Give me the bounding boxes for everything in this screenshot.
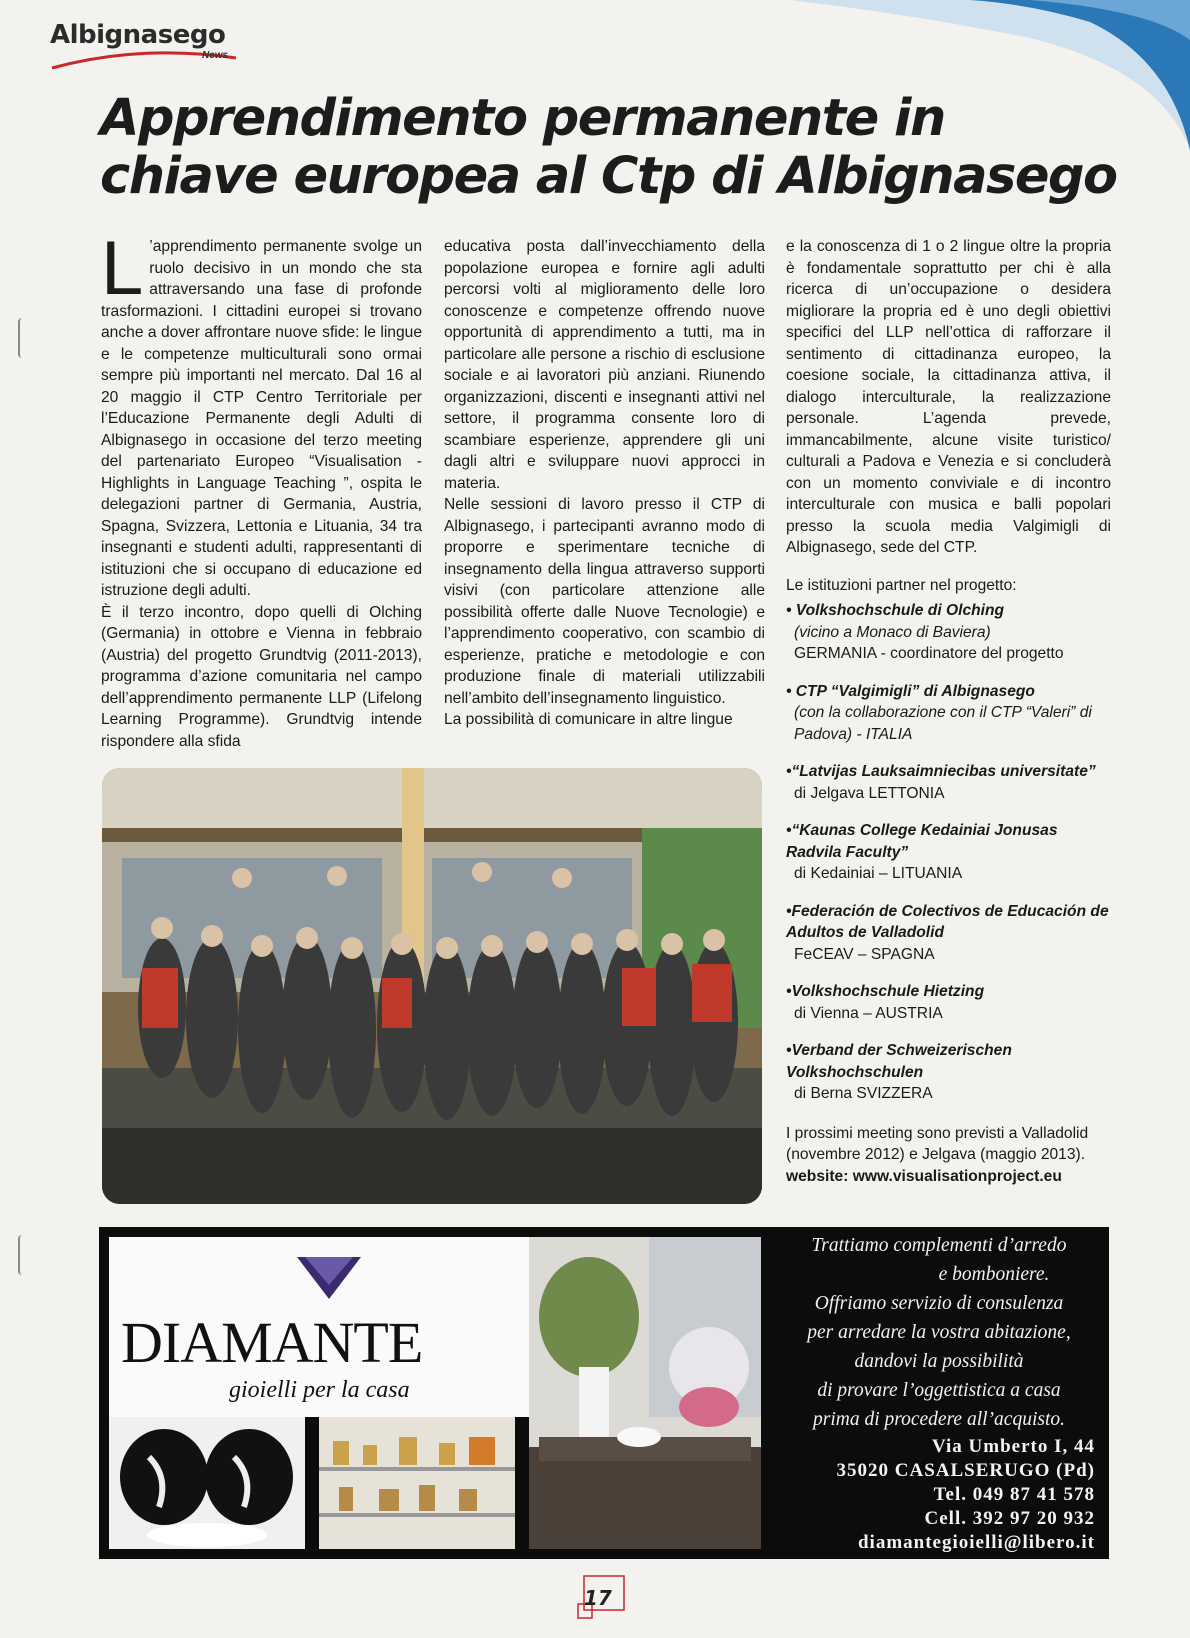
ad-text-line: Offriamo servizio di consulenza [814, 1293, 1064, 1314]
ad-logo-card [109, 1237, 547, 1417]
group-photo [102, 768, 762, 1204]
ad-text-line: di provare l’oggettistica a casa [817, 1380, 1061, 1401]
logo-name: Albignasego [50, 20, 226, 50]
advertisement [99, 1227, 1109, 1559]
ad-city: 35020 CASALSERUGO (Pd) [836, 1460, 1095, 1481]
partner-entry [786, 901, 1111, 966]
paragraph-text: ’apprendimento permanente svolge un ruolo decisivo in un mondo che sta attraversando una fase di profonde trasformazioni. I cittadini europei si trovano anche a dover affrontare nuove sfide: le lingue e le competenze multiculturali sono ormai sempre più importanti nel mercato. Dal 16 al 20 maggio il CTP Centro Territoriale per l’Educazione Permanente degli Adulti di Albignasego in occasione del terzo meeting del partenariato Europeo “Visualisation - Highlights in Language Teaching ”, ospita le delegazioni partner di Germania, Austria, Spagna, Svizzera, Lettonia e Lituania, 34 tra insegnanti e studenti adulti, rappresentanti di istituzioni che si occupano di educazione ed istruzione degli adulti. [101, 238, 422, 599]
partner-location: (vicino a Monaco di Baviera) GERMANIA - coordinatore del progetto [794, 623, 1064, 662]
ad-email[interactable]: diamantegioielli@libero.it [857, 1532, 1095, 1553]
ad-text-line: Trattiamo complementi d’arredo [811, 1235, 1067, 1256]
partner-location: di Berna SVIZZERA [794, 1085, 933, 1102]
ad-contact [779, 1435, 1095, 1555]
partner-name: •Federación de Colectivos de Educación de Adultos de Valladolid [786, 902, 1109, 941]
partner-location: FeCEAV – SPAGNA [794, 945, 935, 963]
ad-brand-name: DIAMANTE [121, 1310, 423, 1375]
partners-intro: Le istituzioni partner nel progetto: [786, 576, 1017, 594]
partner-location: di Jelgava LETTONIA [794, 784, 945, 802]
paragraph: La possibilità di comunicare in altre lingue [444, 711, 733, 728]
ad-photo-plates [109, 1417, 305, 1549]
partner-entry [786, 820, 1111, 885]
ad-text-line: prima di procedere all’acquisto. [812, 1409, 1065, 1430]
partner-entry [786, 681, 1111, 746]
ad-description [779, 1231, 1099, 1434]
partner-name: • CTP “Valgimigli” di Albignasego [786, 682, 1035, 700]
paragraph [101, 226, 422, 602]
paragraph: educativa posta dall’invecchiamento della popolazione europea e fornire agli adulti percorsi volti al miglioramento delle loro conoscenze e competenze offrendo nuove opportunità di apprendimento a tutti, ma in particolare alle persone a rischio di esclusione sociale e ai lavoratori più anziani. Riunendo organizzazioni, discenti e insegnanti attivi nel settore, il programma consente loro di scambiare esperienze, apprendere gli uni dagli altri e sviluppare nuovi approcci in materia. [444, 238, 765, 492]
diamond-icon [289, 1255, 369, 1301]
website-link[interactable]: website: www.visualisationproject.eu [786, 1167, 1062, 1185]
article-column-2 [444, 236, 765, 731]
partner-name: •Volkshochschule Hietzing [786, 983, 985, 1000]
partner-location: (con la collaborazione con il CTP “Valeri” di Padova) - ITALIA [794, 704, 1092, 743]
ad-text-line: e bomboniere. [938, 1264, 1050, 1285]
partner-name: •“Kaunas College Kedainiai Jonusas Radvila Faculty” [786, 822, 1058, 861]
closing-note: I prossimi meeting sono previsti a Valladolid (novembre 2012) e Jelgava (maggio 2013). [786, 1124, 1089, 1163]
drop-cap: L [101, 226, 144, 311]
partner-name: •Verband der Schweizerischen Volkshochschulen [786, 1042, 1012, 1081]
partner-entry [786, 981, 1111, 1024]
ad-tagline: gioielli per la casa [229, 1377, 410, 1403]
ad-text-line: per arredare la vostra abitazione, [807, 1322, 1071, 1343]
ad-photo-showroom [529, 1237, 761, 1549]
partner-entry [786, 761, 1111, 804]
ad-photo-shelves [319, 1417, 515, 1549]
article-headline: Apprendimento permanente in chiave europea al Ctp di Albignasego [100, 89, 1117, 206]
ad-phone: Tel. 049 87 41 578 [933, 1484, 1095, 1505]
paragraph: e la conoscenza di 1 o 2 lingue oltre la propria è fondamentale soprattutto per chi è alla ricerca di un’occupazione o desidera migliorare la propria ed è uno degli obiettivi specifici del LLP nell’ottica di rafforzare il sentimento di cittadinanza europeo, la coesione sociale, la cittadinanza attiva, il dialogo interculturale, la realizzazione personale. L’agenda prevede, immancabilmente, alcune visite turistico/ culturali a Padova e Venezia e si concluderà con un momento conviviale e di incontro interculturale con musica e balli popolari presso la scuola media Valgimigli di Albignasego, sede del CTP. [786, 238, 1111, 556]
partner-name: •“Latvijas Lauksaimniecibas universitate” [786, 763, 1096, 780]
staple [18, 1235, 28, 1275]
page-number: 17 [584, 1586, 612, 1610]
paragraph: È il terzo incontro, dopo quelli di Olching (Germania) in ottobre e Vienna in febbraio (Austria) del progetto Grundtvig (2011-2013), programma d’azione comunitaria nel campo dell’apprendimento permanente LLP (Lifelong Learning Programme). Grundtvig intende rispondere alla sfida [101, 603, 422, 750]
masthead-logo [50, 20, 229, 61]
article-column-3 [786, 236, 1111, 1187]
partner-location: di Kedainiai – LITUANIA [794, 865, 963, 882]
ad-address: Via Umberto I, 44 [932, 1436, 1095, 1457]
partner-entry [786, 600, 1111, 665]
logo-subtitle: News [202, 50, 229, 61]
group-photo-image [102, 768, 762, 1204]
ad-text-line: dandovi la possibilità [854, 1351, 1024, 1372]
staple [18, 318, 28, 358]
partner-entry [786, 1040, 1111, 1105]
partner-name: • Volkshochschule di Olching [786, 602, 1005, 619]
paragraph: Nelle sessioni di lavoro presso il CTP di Albignasego, i partecipanti avranno modo di proporre e sperimentare tecniche di insegnamento della lingua attraverso supporti visivi (con particolare attenzione alle possibilità offerte dalle Nuove Tecnologie) e l’apprendimento cooperativo, con scambio di esperienze, pratiche e metodologie e con produzione finale di materiali utilizzabili nell’ambito dell’insegnamento linguistico. [444, 496, 765, 707]
article-column-1 [101, 226, 422, 752]
partner-location: di Vienna – AUSTRIA [794, 1004, 943, 1022]
ad-mobile: Cell. 392 97 20 932 [924, 1508, 1095, 1529]
